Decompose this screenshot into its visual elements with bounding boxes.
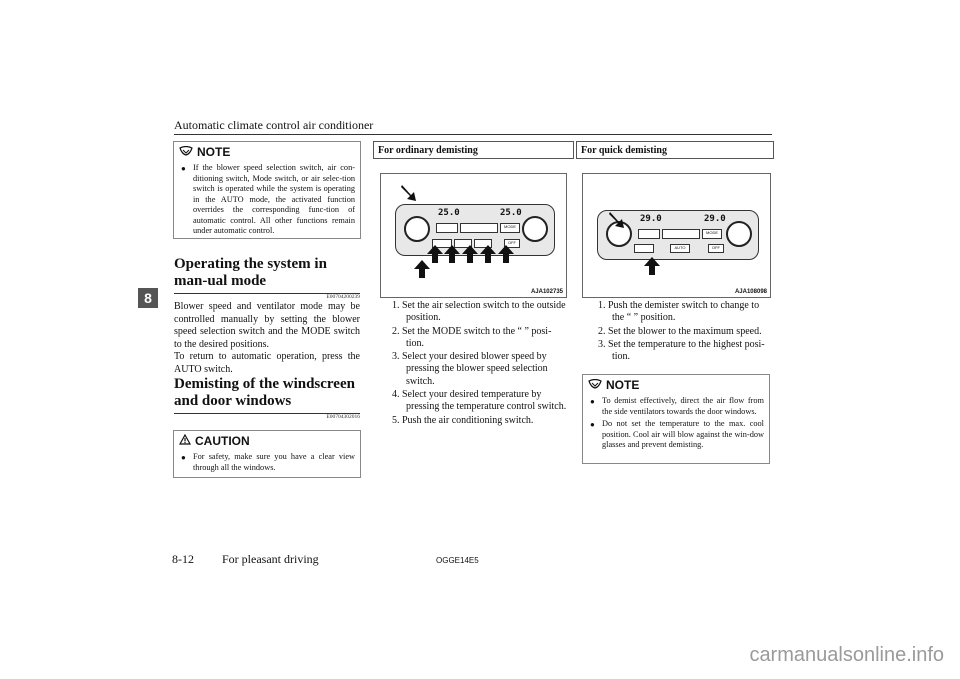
fan-button	[662, 229, 700, 239]
note-item: ● To demist effectively, direct the air flow from the side ventilators towards the door windows.	[590, 396, 764, 416]
step-item: 5. Push the air conditioning switch.	[392, 414, 534, 426]
bullet-icon: ●	[181, 164, 186, 173]
section-code: E00704200239	[326, 294, 360, 300]
footer-code: OGGE14E5	[436, 556, 479, 565]
manual-mode-heading: Operating the system in man-ual mode	[174, 256, 327, 289]
manual-paragraph-2: To return to automatic operation, press the AUTO switch.	[174, 351, 360, 375]
down-arrow-icon	[607, 210, 629, 230]
quick-steps	[590, 300, 772, 364]
up-arrow-icon	[461, 244, 479, 264]
bullet-icon: ●	[590, 420, 595, 429]
note-icon	[179, 145, 193, 159]
note-item: ● Do not set the temperature to the max. cool position. Cool air will blow against the win-dow glasses and prevent demisting.	[590, 419, 764, 449]
caution-item: ● For safety, make sure you have a clear view through all the windows.	[181, 452, 355, 472]
lcd-temp-left: 29.0	[640, 214, 662, 224]
step-item: 2. Set the MODE switch to the “ ” posi-tion.	[392, 325, 552, 349]
footer-section-title: For pleasant driving	[222, 552, 319, 566]
caution-title: CAUTION	[179, 434, 355, 448]
section-code: E00704302016	[326, 414, 360, 420]
step-item: 1. Push the demister switch to change to the “ ” position.	[598, 300, 760, 324]
note-box	[582, 374, 770, 464]
temp-knob-right	[522, 216, 548, 242]
note-icon	[588, 378, 602, 392]
note-title: NOTE	[588, 378, 764, 392]
off-button: OFF	[504, 239, 520, 248]
lcd-temp-left: 25.0	[438, 208, 460, 218]
step-item: 4. Select your desired temperature by pressing the temperature control switch.	[392, 389, 567, 413]
page-number: 8-12	[172, 552, 194, 566]
down-arrow-icon	[399, 183, 421, 203]
quick-demisting-bar: For quick demisting	[576, 141, 774, 159]
step-item: 2. Set the blower to the maximum speed.	[598, 325, 762, 337]
ordinary-steps	[384, 300, 568, 428]
lcd-temp-right: 29.0	[704, 214, 726, 224]
up-arrow-icon	[443, 244, 461, 264]
temp-knob-left	[404, 216, 430, 242]
figure-code: AJA102735	[530, 289, 563, 295]
step-item: 3. Select your desired blower speed by pressing the blower speed selection switch.	[392, 351, 548, 387]
ordinary-demisting-bar: For ordinary demisting	[373, 141, 574, 159]
step-item: 1. Set the air selection switch to the outside position.	[392, 300, 566, 324]
bullet-icon: ●	[590, 397, 595, 406]
lcd-temp-right: 25.0	[500, 208, 522, 218]
up-arrow-icon	[479, 244, 497, 264]
off-button: OFF	[708, 244, 724, 253]
demister-button	[634, 244, 654, 253]
quick-demisting-figure	[582, 173, 771, 298]
up-arrow-icon	[643, 256, 661, 276]
up-arrow-icon	[426, 244, 444, 264]
mode-button: MODE	[702, 229, 722, 239]
demist-section	[174, 376, 360, 420]
caution-box	[173, 430, 361, 478]
manual-paragraph-1: Blower speed and ventilator mode may be controlled manually by setting the blower speed selection switch and the MODE switch to the desired positions.	[174, 301, 360, 350]
bullet-icon: ●	[181, 453, 186, 462]
step-item: 3. Set the temperature to the highest posi-tion.	[598, 338, 765, 363]
panel-button	[638, 229, 660, 239]
figure-code: AJA108098	[734, 289, 767, 295]
watermark: carmanualsonline.info	[749, 644, 944, 666]
auto-button: AUTO	[670, 244, 690, 253]
chapter-tab: 8	[138, 288, 158, 308]
mode-button: MODE	[500, 223, 520, 233]
fan-button	[460, 223, 498, 233]
running-header: Automatic climate control air conditioner	[174, 118, 374, 132]
note-title: NOTE	[179, 145, 355, 159]
panel-button	[436, 223, 458, 233]
manual-mode-section	[174, 256, 360, 376]
up-arrow-icon	[497, 244, 515, 264]
header-rule	[174, 134, 772, 135]
temp-knob-right	[726, 221, 752, 247]
note-box	[173, 141, 361, 239]
warning-triangle-icon	[179, 434, 191, 448]
demist-heading: Demisting of the windscreen and door windows	[174, 376, 355, 409]
ordinary-demisting-figure	[380, 173, 567, 298]
note-item: ● If the blower speed selection switch, air con-ditioning switch, Mode switch, or air selec-tion switch is operated while the system is operating in the AUTO mode, the activated function overrides the corresponding func-tion of automatic control. All other functions remain under automatic control.	[181, 163, 355, 235]
